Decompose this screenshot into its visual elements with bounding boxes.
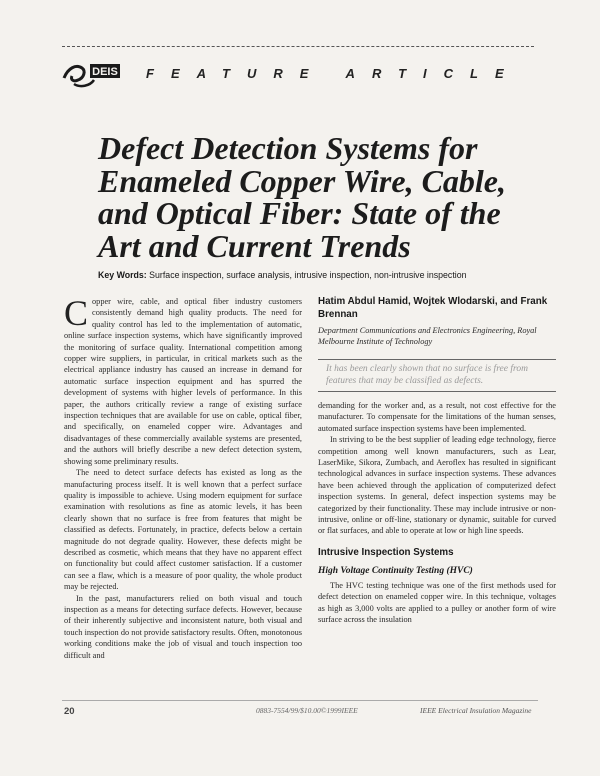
body-paragraph-1: [64, 293, 302, 467]
page-number: 20: [64, 706, 75, 717]
issn-line: 0883-7554/99/$10.00©1999IEEE: [256, 706, 358, 715]
drop-cap: C: [64, 293, 89, 333]
keywords-text: Surface inspection, surface analysis, intrusive inspection, non-intrusive inspection: [149, 270, 467, 280]
body-paragraph-4: demanding for the worker and, as a result, not cost effective for the manufacturer. To compensate for the limitations of the human senses, automated surface inspection systems have been implemented.: [318, 401, 556, 433]
deis-logo: [60, 58, 126, 92]
body-paragraph-6: The HVC testing technique was one of the first methods used for defect detection on enameled copper wire. In this technique, voltages as high as 3,000 volts are applied to a pulley or another form of wire surface across the insulation: [318, 580, 556, 624]
author-list: Hatim Abdul Hamid, Wojtek Wlodarski, and Frank Brennan: [318, 296, 548, 320]
journal-name: IEEE Electrical Insulation Magazine: [420, 706, 532, 715]
keywords-label: Key Words:: [98, 270, 147, 280]
footer-rule: [62, 700, 538, 701]
left-column: [64, 293, 302, 661]
body-paragraph-5: In striving to be the best supplier of leading edge technology, fierce competition among well known manufacturers, such as Lear, LaserMike, Sikora, Zumbach, and Aeroflex has resulted in significant technological advances in surface inspection systems. These advances have been achieved through the application of computerized defect inspection systems. In general, defect inspection systems may be categorized by their functionality. These may include intrusive or non-intrusive, online or off-line, stationary or dynamic, suitable for curved or flat surfaces, and able to operate at low or high line speeds.: [318, 435, 556, 536]
subsection-heading: High Voltage Continuity Testing (HVC): [318, 566, 473, 577]
pull-quote: It has been clearly shown that no surface is free from features that may be classified as defects.: [318, 359, 556, 392]
keywords: [98, 270, 538, 280]
deis-logo-icon: [60, 58, 126, 92]
body-paragraph-1-text: opper wire, cable, and optical fiber industry customers consistently demand high quality products. The need for quality control has led to the implementation of automatic, online surface inspection systems, which have significantly improved the monitoring of surface quality. International competition among copper wire suppliers, in particular, in critical markets such as the electrical appliance industry has caused an increase in demand for automatic surface inspection equipment and has spurred the development of systems with higher levels of performance. In this paper, the authors critically review a range of existing surface inspection techniques that are available for use on cable, optical fiber, and specifically, on enameled copper wire. Advantages and disadvantages of these commercially available systems are presented, and the authors will briefly describe a new defect detection system, showing some preliminary results.: [64, 297, 302, 466]
author-affiliation: Department Communications and Electronics Engineering, Royal Melbourne Institute of Technology: [318, 326, 537, 346]
section-heading: Intrusive Inspection Systems: [318, 546, 454, 558]
top-rule: [62, 46, 534, 47]
logo-text: DEIS: [92, 66, 118, 78]
right-column: [318, 296, 556, 625]
article-title: Defect Detection Systems for Enameled Copper Wire, Cable, and Optical Fiber: State of the Art and Current Trends: [98, 130, 506, 264]
section-label: FEATURE ARTICLE: [146, 66, 521, 81]
body-paragraph-2: The need to detect surface defects has existed as long as the manufacturing process itself. It is well known that a perfect surface quality is impossible to achieve. Using modern equipment for surface examination with resolutions as fine as atomic levels, it has been clearly shown that no surface is free from features that might be classified as defects. Fortunately, in practice, defects below a certain magnitude do not degrade quality. However, these defects might be described as cosmetic, which means that they have no apparent effect on functionality but could affect customer satisfaction. If a customer can see a flaw, which is a measure of poor quality, the whole product may be rejected.: [64, 468, 302, 592]
body-paragraph-3: In the past, manufacturers relied on both visual and touch inspection as a means for detecting surface defects. However, because of their inherently subjective and inconsistent nature, both visual and touch inspection do not provide satisfactory results. Often, monotonous working conditions make the job of visual and touch inspection too difficult and: [64, 593, 302, 660]
